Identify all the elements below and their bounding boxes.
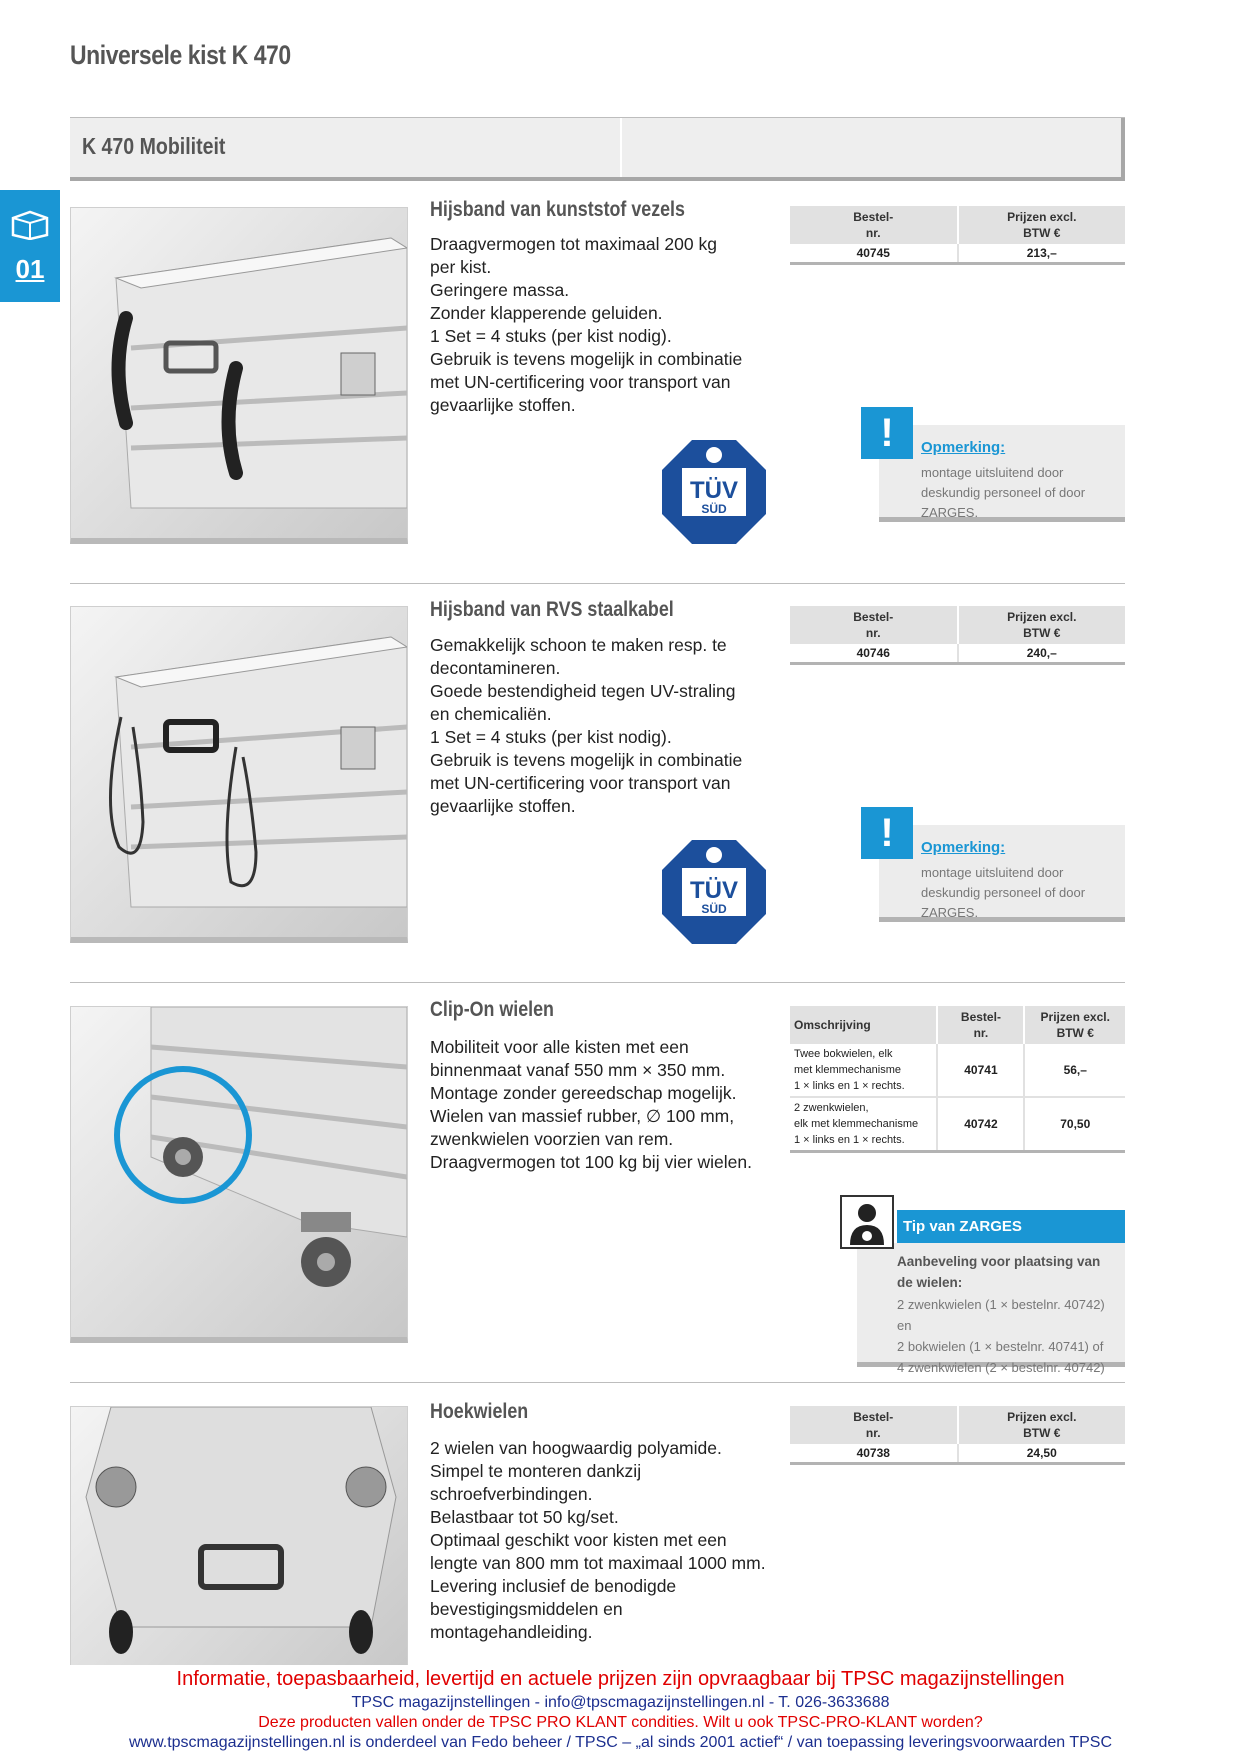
exclamation-icon: !	[861, 407, 913, 459]
exclamation-icon: !	[861, 807, 913, 859]
price-table: Bestel- nr. Prijzen excl. BTW € 40745 213,–	[790, 206, 1125, 265]
section-header	[70, 117, 1125, 181]
product-title: Hijsband van RVS staalkabel	[430, 598, 674, 621]
product-description: Gemakkelijk schoon te maken resp. te decontamineren. Goede bestendigheid tegen UV-straling en chemicaliën. 1 Set = 4 stuks (per kist nodig). Gebruik is tevens mogelijk in combinatie met UN-certificering voor transport van gevaarlijke stoffen.	[430, 635, 743, 816]
box-icon	[10, 208, 50, 240]
tuv-sud-badge	[660, 838, 768, 946]
remark-box	[879, 411, 1125, 522]
table-row: 40738 24,50	[790, 1444, 1125, 1464]
row-divider	[70, 583, 1125, 584]
product-title: Clip-On wielen	[430, 998, 554, 1021]
svg-text:SÜD: SÜD	[701, 502, 727, 516]
product-title: Hijsband van kunststof vezels	[430, 198, 685, 221]
price-table: Bestel- nr. Prijzen excl. BTW € 40746 240,–	[790, 606, 1125, 665]
tuv-sud-badge	[660, 438, 768, 546]
product-photo-clip-on-wielen	[70, 1006, 408, 1343]
remark-text: montage uitsluitend door deskundig personeel of door ZARGES.	[921, 465, 1086, 520]
tip-title: Tip van ZARGES	[903, 1218, 1022, 1235]
table-row: Twee bokwielen, elk met klemmechanisme 1 × links en 1 × rechts. 40741 56,–	[790, 1044, 1125, 1097]
product-photo-hoekwielen	[70, 1406, 408, 1665]
tip-header	[897, 1210, 1125, 1243]
svg-text:TÜV: TÜV	[690, 877, 738, 904]
table-row: 40745 213,–	[790, 244, 1125, 264]
price-table: Bestel- nr. Prijzen excl. BTW € 40738 24,50	[790, 1406, 1125, 1465]
footer-contact[interactable]: TPSC magazijnstellingen - info@tpscmagazijnstellingen.nl - T. 026-3633688	[351, 1694, 890, 1711]
tip-lines: 2 zwenkwielen (1 × bestelnr. 40742) en 2 bokwielen (1 × bestelnr. 40741) of 4 zwenkwielen (2 × bestelnr. 40742)	[897, 1297, 1105, 1375]
row-divider	[70, 1382, 1125, 1383]
mechanic-icon	[840, 1195, 894, 1249]
section-divider	[620, 118, 622, 177]
remark-label: Opmerking:	[921, 839, 1006, 856]
table-row: 2 zwenkwielen, elk met klemmechanisme 1 × links en 1 × rechts. 40742 70,50	[790, 1097, 1125, 1152]
table-row: 40746 240,–	[790, 644, 1125, 664]
footer-info: Informatie, toepasbaarheid, levertijd en actuele prijzen zijn opvraagbaar bij TPSC magazijnstellingen	[176, 1668, 1065, 1690]
remark-text: montage uitsluitend door deskundig personeel of door ZARGES.	[921, 865, 1086, 920]
remark-label: Opmerking:	[921, 439, 1006, 456]
section-title: K 470 Mobiliteit	[82, 133, 226, 159]
product-title: Hoekwielen	[430, 1400, 529, 1423]
svg-text:SÜD: SÜD	[701, 902, 727, 916]
product-description: Mobiliteit voor alle kisten met een binnenmaat vanaf 550 mm × 350 mm. Montage zonder gereedschap mogelijk. Wielen van massief rubber, ∅ 100 mm, zwenkwielen voorzien van rem. Draagvermogen tot 100 kg bij vier wielen.	[430, 1037, 752, 1172]
row-divider	[70, 982, 1125, 983]
remark-box	[879, 811, 1125, 922]
chapter-tab[interactable]	[0, 190, 60, 302]
page-title: Universele kist K 470	[70, 40, 291, 70]
product-photo-hijsband-rvs	[70, 606, 408, 943]
product-photo-hijsband-kunststof	[70, 207, 408, 544]
tip-box	[857, 1243, 1125, 1375]
product-description: 2 wielen van hoogwaardig polyamide. Simpel te monteren dankzij schroefverbindingen. Belastbaar tot 50 kg/set. Optimaal geschikt voor kisten met een lengte van 800 mm tot maximaal 1000 mm. Levering inclusief de benodigde bevestigingsmiddelen en montagehandleiding.	[430, 1438, 766, 1642]
tip-recommendation: Aanbeveling voor plaatsing van de wielen:	[897, 1254, 1101, 1290]
footer-website[interactable]: www.tpscmagazijnstellingen.nl is onderdeel van Fedo beheer / TPSC – „al sinds 2001 actief“ / van toepassing leveringsvoorwaarden TPSC	[128, 1734, 1113, 1751]
price-table: Omschrijving Bestel- nr. Prijzen excl. BTW € Twee bokwielen, elk met klemmechanisme 1 × links en 1 × rechts. 40741 56,– 2 zwenkwielen, elk met klemmechanisme 1 × links en 1 × rechts. 40742 70,50	[790, 1006, 1125, 1153]
product-description: Draagvermogen tot maximaal 200 kg per kist. Geringere massa. Zonder klapperende geluiden. 1 Set = 4 stuks (per kist nodig). Gebruik is tevens mogelijk in combinatie met UN-certificering voor transport van gevaarlijke stoffen.	[430, 234, 743, 415]
footer-pro-klant: Deze producten vallen onder de TPSC PRO KLANT condities. Wilt u ook TPSC-PRO-KLANT worden?	[258, 1714, 983, 1731]
chapter-number: 01	[15, 254, 45, 284]
svg-text:TÜV: TÜV	[690, 477, 738, 504]
